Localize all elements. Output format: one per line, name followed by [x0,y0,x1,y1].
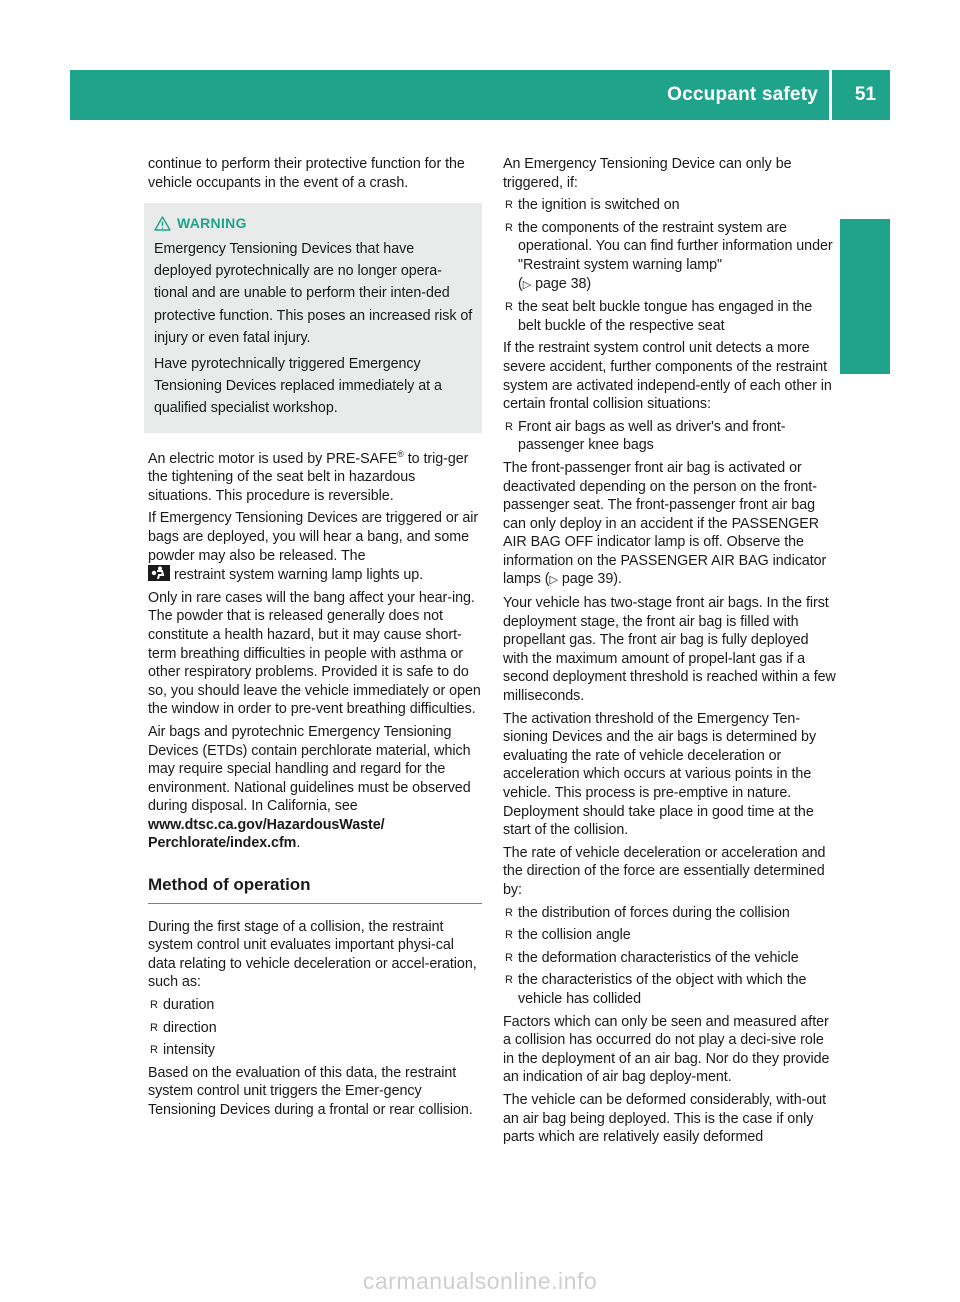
bullet-icon: R [505,420,513,433]
list-item: R direction [150,1019,217,1036]
triggered-paragraph [148,509,482,584]
airbag-warning-lamp-icon [148,565,170,581]
rare-cases-paragraph: Only in rare cases will the bang affect your hear-ing. The powder that is released generally does not constitute a health hazard, but it may cause short-term breathing difficulties in people with asthma or other respiratory problems. Provided it is safe to do so, you should leave the vehicle immediately or open the window in order to pre-vent breathing difficulties. [148,589,481,718]
triggered-text-end: restraint system warning lamp lights up. [174,567,424,584]
page-header [70,70,890,120]
severe-list [503,418,837,455]
front-passenger-paragraph: The front-passenger front air bag is activated or deactivated depending on the person on the front-passenger seat. The front-passenger front air bag can only deploy in an accident if the PASSENGER AIR BAG OFF indicator lamp is off. Observe the information on the PASSENGER AIR BAG indicator lamps (▷ page 39). [503,459,827,588]
side-tab-label: Safety [853,411,876,475]
page-reference-link[interactable]: page 38) [535,275,592,292]
perchlorate-paragraph [148,723,482,853]
bullet-icon: R [505,199,513,212]
bullet-icon: R [505,906,513,919]
bullet-icon: R [505,974,513,987]
bullet-icon: R [150,1044,158,1057]
triggered-if-paragraph: An Emergency Tensioning Device can only be triggered, if: [503,156,792,191]
right-column [503,155,837,1151]
perchlorate-end: . [296,835,301,852]
list-item: R the collision angle [505,927,631,944]
perchlorate-link[interactable]: www.dtsc.ca.gov/HazardousWaste/ Perchlorate/index.cfm [148,816,385,852]
list-item: R Front air bags as well as driver's and front-passenger knee bags [505,418,786,454]
rate-list [503,904,837,1009]
warning-title: WARNING [177,215,247,232]
deformed-paragraph: The vehicle can be deformed considerably, with-out an air bag being deployed. This is the case if only parts which are relatively easily deformed [503,1091,827,1146]
conditions-list [503,196,837,335]
two-stage-paragraph: Your vehicle has two-stage front air bags. In the first deployment stage, the front air bag is filled with propellant gas. The front air bag is fully deployed with the maximum amount of propel-lant gas if a second deployment threshold is reached within a few milliseconds. [503,595,836,705]
bullet-icon: R [150,1021,158,1034]
activation-paragraph: The activation threshold of the Emergency Ten-sioning Devices and the air bags is determined by evaluating the rate of vehicle deceleration or acceleration which occurs at various points in the vehicle. This process is pre-emptive in nature. Deployment should take place in good time at the start of the collision. [503,710,817,839]
method-list [148,996,482,1060]
list-item: R duration [150,997,215,1014]
reference-arrow-icon: ▷ [549,574,558,587]
list-item: R the deformation characteristics of the vehicle [505,949,799,966]
bullet-icon: R [150,999,158,1012]
page-reference-link[interactable]: page 39). [561,571,622,588]
bullet-icon: R [505,301,513,314]
chapter-title: Occupant safety [667,84,818,105]
warning-header [154,212,474,234]
list-item: R the seat belt buckle tongue has engaged in the belt buckle of the respective seat [505,299,813,334]
warning-box [144,203,482,433]
based-paragraph: Based on the evaluation of this data, the restraint system control unit triggers the Emer-gency Tensioning Devices during a frontal or rear collision. [148,1064,473,1119]
list-item: R the ignition is switched on [505,197,680,214]
header-divider [829,70,832,120]
page-number: 51 [854,84,876,105]
list-item: R intensity [150,1042,215,1059]
list-item: R the components of the restraint system are operational. You can find further information under "Restraint system warning lamp" (▷ page 38) [505,219,833,292]
list-item: R the distribution of forces during the collision [505,904,790,921]
rate-paragraph: The rate of vehicle deceleration or acceleration and the direction of the force are essentially determined by: [503,844,826,898]
section-side-tab[interactable] [840,219,890,475]
reference-arrow-icon: ▷ [522,278,532,291]
left-column [148,155,482,1124]
factors-paragraph: Factors which can only be seen and measured after a collision has occurred do not play a deci-sive role in the deployment of an air bag. Nor do they provide an indication of air bag deploy-ment. [503,1013,830,1086]
pre-safe-paragraph [148,445,482,506]
severe-accident-paragraph: If the restraint system control unit detects a more severe accident, further components of the restraint system are activated independ-ently of each other in certain frontal collision situations: [503,340,832,413]
bullet-icon: R [505,221,513,234]
watermark: carmanualsonline.info [362,1268,598,1294]
warning-paragraph: Have pyrotechnically triggered Emergency Tensioning Devices replaced immediately at a qualified specialist workshop. [154,355,442,417]
section-heading: Method of operation [148,876,482,904]
warning-paragraph: Emergency Tensioning Devices that have deployed pyrotechnically are no longer opera-tional and are unable to perform their inten-ded protective function. This poses an increased risk of injury or even fatal injury. [154,240,473,347]
warning-triangle-icon [154,216,171,231]
triggered-text: If Emergency Tensioning Devices are triggered or air bags are deployed, you will hear a bang, and some powder may also be released. The [148,510,479,564]
perchlorate-text: Air bags and pyrotechnic Emergency Tensioning Devices (ETDs) contain perchlorate material, which may require special handling and regard for the environment. National guidelines must be observed during disposal. In California, see [148,723,471,815]
pre-safe-text: An electric motor is used by PRE-SAFE [148,450,398,467]
pre-safe-text-end: to trig-ger the tightening of the seat belt in hazardous situations. This procedure is reversible. [148,450,469,504]
bullet-icon: R [505,951,513,964]
method-paragraph: During the first stage of a collision, the restraint system control unit evaluates important physi-cal data relating to vehicle deceleration or accel-eration, such as: [148,918,477,991]
registered-mark: ® [397,448,404,459]
list-item: R the characteristics of the object with which the vehicle has collided [505,972,807,1007]
bullet-icon: R [505,929,513,942]
intro-paragraph: continue to perform their protective function for the vehicle occupants in the event of a crash. [148,156,465,191]
